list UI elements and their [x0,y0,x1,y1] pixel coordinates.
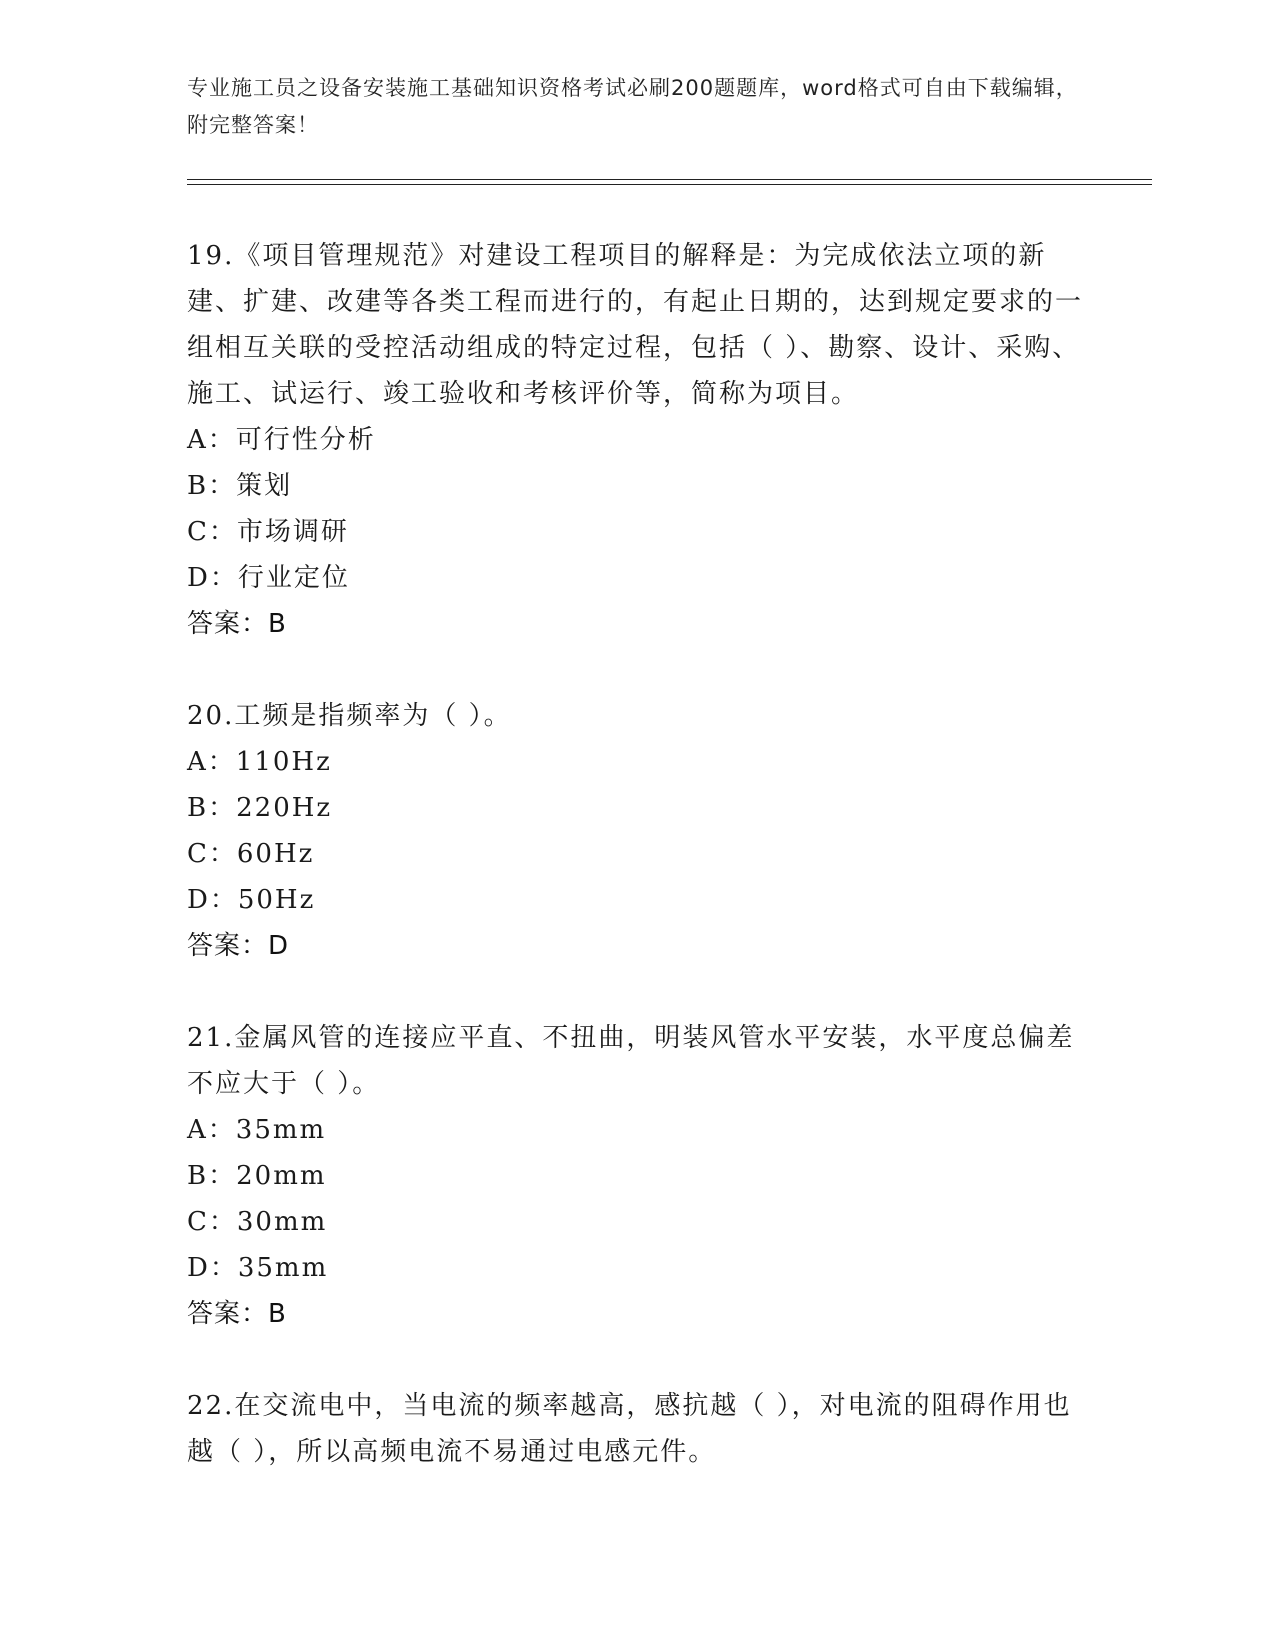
option-b: B：策划 [187,471,293,501]
option-d: D：35mm [187,1253,329,1283]
option-c: C：30mm [187,1207,328,1237]
option-a: A：110Hz [187,747,332,777]
question-stem: 21.金属风管的连接应平直、不扭曲，明装风管水平安装，水平度总偏差不应大于（ ）。 [187,1023,1075,1099]
option-c: C：60Hz [187,839,315,869]
document-header: 专业施工员之设备安装施工基础知识资格考试必刷200题题库，word格式可自由下载编辑，附完整答案！ [187,76,1078,137]
question-list [187,233,1087,1521]
question-stem: 20.工频是指频率为（ ）。 [187,701,512,731]
header-rule-bottom [187,184,1152,185]
option-c: C：市场调研 [187,517,349,547]
option-d: D：50Hz [187,885,316,915]
header-rule-top [187,179,1152,180]
question-stem: 22.在交流电中，当电流的频率越高，感抗越（ ），对电流的阻碍作用也越（ ），所以高频电流不易通过电感元件。 [187,1391,1072,1467]
option-a: A：可行性分析 [187,425,376,455]
question-19 [187,233,1087,647]
question-21 [187,1015,1087,1337]
option-d: D：行业定位 [187,563,350,593]
answer: 答案：B [187,609,287,639]
question-20 [187,693,1087,969]
option-b: B：220Hz [187,793,333,823]
option-a: A：35mm [187,1115,327,1145]
question-22 [187,1383,1087,1475]
question-stem: 19.《项目管理规范》对建设工程项目的解释是：为完成依法立项的新建、扩建、改建等各类工程而进行的，有起止日期的，达到规定要求的一组相互关联的受控活动组成的特定过程，包括（ ）、勘察、设计、采购、施工、试运行、竣工验收和考核评价等，简称为项目。 [187,241,1084,409]
answer: 答案：B [187,1299,287,1329]
option-b: B：20mm [187,1161,327,1191]
answer: 答案：D [187,931,290,961]
